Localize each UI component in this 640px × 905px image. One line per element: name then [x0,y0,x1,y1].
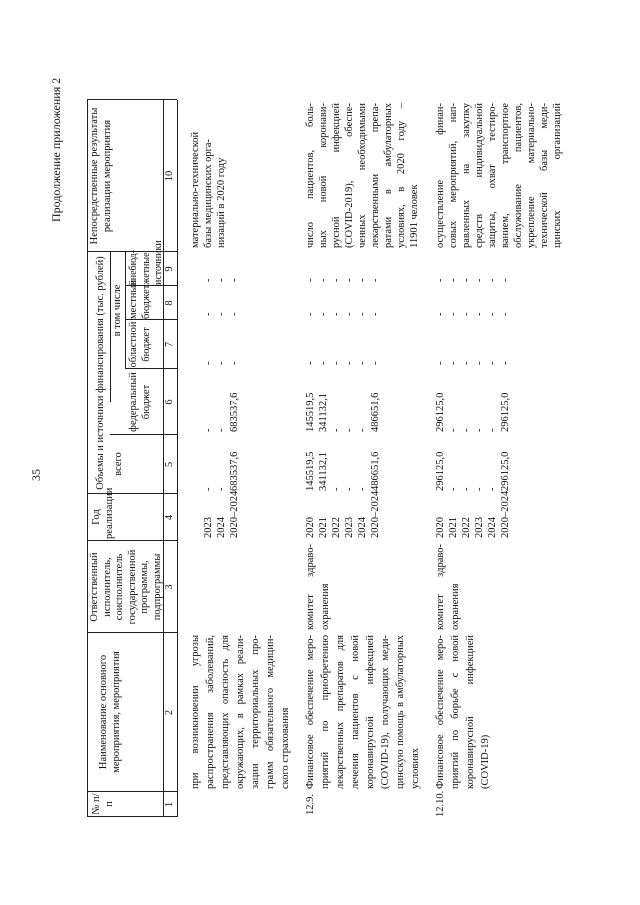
row-extra: - [305,278,316,282]
row-name-line: приятий по приобретению [320,635,331,789]
row-local: - [331,312,342,316]
row-total: - [216,487,227,491]
row-name-line: Финансовое обеспечение меро- [435,635,446,789]
row-name-line: условиях [410,747,421,789]
row-result-line: базы медицинских орга- [203,138,214,248]
row-year: 2023 [474,517,485,538]
row-result-line: (COVID-2019), обеспе- [344,103,355,248]
row-number: 12.9. [305,794,316,815]
row-result-line: 11901 человек [409,184,420,248]
col-number: 1 [164,801,175,808]
header-name: Наименование основного мероприятия, мероприятия [98,651,122,773]
row-total: - [203,487,214,491]
row-name-line: распространения заболеваний, [205,635,216,789]
row-extra: - [435,278,446,282]
row-total: 296125,0 [435,451,446,491]
row-federal: - [461,428,472,432]
row-federal: 296125,0 [500,392,511,432]
row-year: 2020–2024 [500,490,511,538]
row-local: - [370,312,381,316]
row-total: 683537,6 [229,451,240,491]
row-extra: - [474,278,485,282]
row-total: - [474,487,485,491]
row-regional: - [331,361,342,365]
header-financing: Объемы и источники финансирования (тыс. рублей) [95,256,106,490]
row-total: - [357,487,368,491]
row-local: - [500,312,511,316]
row-extra: - [370,278,381,282]
header-num: № п/п [91,793,115,815]
row-result-line: ных новой коронави- [318,103,329,248]
row-federal: 296125,0 [435,392,446,432]
row-local: - [461,312,472,316]
header-including: в том числе [112,284,123,337]
row-regional: - [357,361,368,365]
row-regional: - [370,361,381,365]
row-regional: - [487,361,498,365]
row-local: - [216,312,227,316]
row-total: - [344,487,355,491]
row-extra: - [229,278,240,282]
col-number: 5 [164,461,175,468]
row-executor-line: комитет здраво- [435,544,446,630]
row-total: 145519,5 [305,451,316,491]
header-executor: Ответственный исполнитель, соисполнитель государственной программы, подпрограммы [89,549,163,625]
row-year: 2021 [448,517,459,538]
header-federal: федеральный бюджет [128,372,152,432]
row-result-line: совых мероприятий, нап- [448,103,459,248]
row-local: - [448,312,459,316]
header-total: всего [113,452,124,476]
row-total: 486651,6 [370,451,381,491]
row-year: 2024 [487,517,498,538]
row-year: 2022 [331,517,342,538]
row-local: - [318,312,329,316]
header-extrabudget: внебюд-жетные источники [128,240,164,285]
row-year: 2024 [357,517,368,538]
row-local: - [229,312,240,316]
row-federal: - [331,428,342,432]
row-result-line: средств индивидуальной [474,103,485,248]
row-year: 2020 [435,517,446,538]
col-number: 6 [164,399,175,405]
row-total: - [448,487,459,491]
row-result-line: цинских организаций [552,103,563,248]
row-local: - [305,312,316,316]
row-extra: - [344,278,355,282]
row-name-line: коронавирусной инфекцией [365,635,376,789]
continuation-label: Продолжение приложения 2 [49,77,63,222]
col-number: 4 [164,514,175,521]
row-local: - [435,312,446,316]
row-name-line: Финансовое обеспечение меро- [305,635,316,789]
col-number: 7 [164,341,175,348]
row-year: 2021 [318,517,329,538]
row-name-line: приятий по борьбе с новой [450,635,461,789]
row-name-line: лечения пациентов с новой [350,635,361,789]
page-number: 35 [29,469,43,481]
row-extra: - [461,278,472,282]
header-results: Непосредственные результаты реализации мероприятия [89,107,113,245]
row-federal: 341132,1 [318,393,329,432]
row-result-line: защиты, охват тестиро- [487,103,498,248]
row-year: 2020–2024 [229,490,240,538]
row-regional: - [500,361,511,365]
row-regional: - [344,361,355,365]
row-total: 341132,1 [318,452,329,491]
row-result-line: число пациентов, боль- [305,103,316,248]
row-year: 2020–2024 [370,490,381,538]
row-local: - [357,312,368,316]
header-regional: областной бюджет [128,321,152,368]
row-total: - [487,487,498,491]
row-local: - [203,312,214,316]
row-result-line: русной инфекцией [331,103,342,248]
row-name-line: (COVID-19), получающих меди- [380,635,391,789]
row-executor-line: охранения [450,583,461,630]
row-year: 2020 [305,517,316,538]
row-local: - [487,312,498,316]
row-total: - [331,487,342,491]
row-result-line: условиях, в 2020 году – [396,103,407,248]
row-result-line: технической базы меди- [539,103,550,248]
row-year: 2023 [203,517,214,538]
row-name-line: грамм обязательного медицин- [265,635,276,789]
header-local: местный бюджет [128,279,152,319]
row-name-line: (COVID-19) [480,734,491,789]
header-year: Год реализации [91,487,115,539]
row-name-line: коронавирусной инфекцией [465,635,476,789]
row-federal: - [487,428,498,432]
row-total: - [461,487,472,491]
row-regional: - [216,361,227,365]
row-extra: - [318,278,329,282]
col-number: 2 [164,709,175,716]
row-name-line: зации территориальных про- [250,635,261,789]
row-extra: - [331,278,342,282]
row-result-line: равленных на закупку [461,103,472,248]
row-federal: - [216,428,227,432]
row-regional: - [305,361,316,365]
row-result-line: материально-технической [190,131,201,248]
col-number: 9 [164,266,175,272]
row-name-line: цинскую помощь в амбулаторных [395,635,406,789]
col-number: 3 [164,584,175,590]
row-regional: - [229,361,240,365]
row-extra: - [500,278,511,282]
row-year: 2024 [216,517,227,538]
row-extra: - [203,278,214,282]
row-extra: - [216,278,227,282]
row-federal: 486651,6 [370,392,381,432]
row-result-line: низаций в 2020 году [216,157,227,248]
row-executor-line: комитет здраво- [305,544,316,630]
row-executor-line: охранения [320,583,331,630]
row-extra: - [487,278,498,282]
row-regional: - [461,361,472,365]
row-regional: - [318,361,329,365]
row-name-line: ского страхования [280,707,291,789]
row-federal: - [474,428,485,432]
row-federal: - [203,428,214,432]
row-regional: - [435,361,446,365]
row-result-line: укрепление материально- [526,103,537,248]
row-result-line: лекарственными препа- [370,103,381,248]
col-number: 10 [164,170,175,182]
row-federal: - [448,428,459,432]
row-result-line: ванием, транспортное [500,103,511,248]
row-name-line: при возникновении угрозы [190,635,201,789]
row-federal: - [344,428,355,432]
row-year: 2022 [461,517,472,538]
row-regional: - [448,361,459,365]
row-result-line: ченных необходимыми [357,103,368,248]
row-total: 296125,0 [500,451,511,491]
row-result-line: осуществление финан- [435,103,446,248]
row-extra: - [357,278,368,282]
row-federal: 683537,6 [229,392,240,432]
row-extra: - [448,278,459,282]
row-name-line: лекарственных препаратов для [335,635,346,789]
row-name-line: представляющих опасность для [220,635,231,789]
row-local: - [344,312,355,316]
row-result-line: ратами в амбулаторных [383,103,394,248]
row-number: 12.10. [435,790,446,817]
row-regional: - [474,361,485,365]
row-regional: - [203,361,214,365]
row-result-line: обслуживание пациентов, [513,103,524,248]
row-federal: - [357,428,368,432]
row-name-line: окружающих, в рамках реали- [235,635,246,789]
row-federal: 145519,5 [305,392,316,432]
row-local: - [474,312,485,316]
col-number: 8 [164,300,175,306]
row-year: 2023 [344,517,355,538]
